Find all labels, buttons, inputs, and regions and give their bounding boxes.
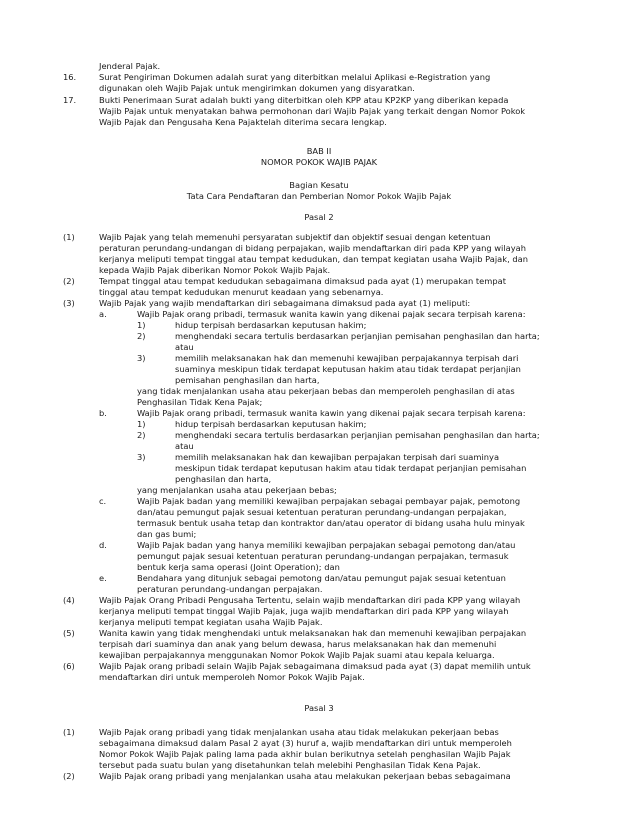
- list-item-text: Wajib Pajak orang pribadi, termasuk wanita kawin yang dikenai pajak secara terpisah karena:: [137, 408, 526, 418]
- list-item-text: yang tidak menjalankan usaha atau pekerjaan bebas dan memperoleh penghasilan di atas: [137, 386, 515, 396]
- clause-text: sebagaimana dimaksud dalam Pasal 2 ayat (3) huruf a, wajib mendaftarkan diri untuk memperoleh: [99, 738, 512, 748]
- clause-text: tinggal atau tempat kedudukan menurut keadaan yang sebenarnya.: [99, 287, 384, 297]
- clause-text: Wajib Pajak orang pribadi yang tidak menjalankan usaha atau tidak melakukan pekerjaan bebas: [99, 727, 499, 737]
- clause-text: Nomor Pokok Wajib Pajak paling lama pada akhir bulan berikutnya setelah penghasilan Wajib Pajak: [99, 749, 511, 759]
- part-title: Tata Cara Pendaftaran dan Pemberian Nomor Pokok Wajib Pajak: [186, 191, 452, 201]
- list-item-text: termasuk bentuk usaha tetap dan kontraktor dan/atau operator di bidang usaha hulu minyak: [137, 518, 525, 528]
- clause-text: tersebut pada suatu bulan yang disetahunkan telah melebihi Penghasilan Tidak Kena Pajak.: [99, 760, 481, 770]
- article-3-heading: Pasal 3: [304, 703, 334, 713]
- sub-item-text: atau: [175, 441, 194, 451]
- list-letter: c.: [99, 496, 107, 506]
- sub-item-text: menghendaki secara tertulis berdasarkan perjanjian pemisahan penghasilan dan harta;: [175, 331, 540, 341]
- definition-17-text: Wajib Pajak untuk menyatakan bahwa permohonan dari Wajib Pajak yang terkait dengan Nomor Pokok: [99, 106, 526, 116]
- clause-text: kerjanya meliputi tempat kegiatan usaha Wajib Pajak.: [99, 617, 323, 627]
- clause-number: (1): [63, 727, 75, 737]
- sub-item-number: 1): [137, 320, 146, 330]
- definition-16-text: Surat Pengiriman Dokumen adalah surat yang diterbitkan melalui Aplikasi e-Registration yang: [99, 72, 491, 82]
- sub-item-text: atau: [175, 342, 194, 352]
- definition-15-continuation: Jenderal Pajak.: [99, 61, 161, 71]
- sub-item-text: menghendaki secara tertulis berdasarkan perjanjian pemisahan penghasilan dan harta;: [175, 430, 540, 440]
- clause-number: (2): [63, 771, 75, 781]
- list-item-text: yang menjalankan usaha atau pekerjaan bebas;: [137, 485, 337, 495]
- clause-number: (5): [63, 628, 75, 638]
- clause-text: terpisah dari suaminya dan anak yang belum dewasa, harus melaksanakan hak dan memenuhi: [99, 639, 497, 649]
- definition-16-text: digunakan oleh Wajib Pajak untuk mengirimkan dokumen yang disyaratkan.: [99, 83, 415, 93]
- sub-item-number: 3): [137, 452, 146, 462]
- sub-item-text: penghasilan dan harta,: [175, 474, 272, 484]
- clause-text: Wajib Pajak orang pribadi yang menjalankan usaha atau melakukan pekerjaan bebas sebagaimana: [99, 771, 511, 781]
- part-heading: Bagian Kesatu: [289, 180, 349, 190]
- sub-item-text: memilih melaksanakan hak dan kewajiban perpajakan terpisah dari suaminya: [175, 452, 500, 462]
- clause-text: mendaftarkan diri untuk memperoleh Nomor Pokok Wajib Pajak.: [99, 672, 365, 682]
- clause-text: kepada Wajib Pajak diberikan Nomor Pokok Wajib Pajak.: [99, 265, 331, 275]
- list-item-text: peraturan perundang-undangan perpajakan.: [137, 584, 323, 594]
- list-item-text: dan/atau pemungut pajak sesuai ketentuan peraturan perundang-undangan perpajakan,: [137, 507, 507, 517]
- list-item-text: Bendahara yang ditunjuk sebagai pemotong dan/atau pemungut pajak sesuai ketentuan: [137, 573, 506, 583]
- clause-number: (1): [63, 232, 75, 242]
- sub-item-text: hidup terpisah berdasarkan keputusan hakim;: [175, 320, 367, 330]
- clause-text: peraturan perundang-undangan di bidang perpajakan, wajib mendaftarkan diri pada KPP yang wilayah: [99, 243, 526, 253]
- definition-number: 17.: [63, 95, 77, 105]
- article-2-heading: Pasal 2: [304, 212, 334, 222]
- sub-item-text: suaminya meskipun tidak terdapat keputusan hakim atau tidak terdapat perjanjian: [175, 364, 521, 374]
- list-item-text: Wajib Pajak badan yang memiliki kewajiban perpajakan sebagai pembayar pajak, pemotong: [137, 496, 521, 506]
- list-item-text: bentuk kerja sama operasi (Joint Operation); dan: [137, 562, 340, 572]
- list-item-text: dan gas bumi;: [137, 529, 197, 539]
- definition-17-text: Wajib Pajak dan Pengusaha Kena Pajaktelah diterima secara lengkap.: [99, 117, 387, 127]
- clause-text: Wajib Pajak orang pribadi selain Wajib Pajak sebagaimana dimaksud pada ayat (3) dapat memilih untuk: [99, 661, 531, 671]
- clause-text: kewajiban perpajakannya menggunakan Nomor Pokok Wajib Pajak suami atau kepala keluarga.: [99, 650, 495, 660]
- clause-number: (3): [63, 298, 75, 308]
- sub-item-number: 1): [137, 419, 146, 429]
- chapter-heading: BAB II: [306, 146, 332, 156]
- list-letter: a.: [99, 309, 107, 319]
- list-item-text: Wajib Pajak badan yang hanya memiliki kewajiban perpajakan sebagai pemotong dan/atau: [137, 540, 516, 550]
- clause-text: Wajib Pajak yang wajib mendaftarkan diri sebagaimana dimaksud pada ayat (1) meliputi:: [99, 298, 471, 308]
- clause-text: Tempat tinggal atau tempat kedudukan sebagaimana dimaksud pada ayat (1) merupakan tempat: [99, 276, 506, 286]
- clause-number: (2): [63, 276, 75, 286]
- sub-item-text: hidup terpisah berdasarkan keputusan hakim;: [175, 419, 367, 429]
- sub-item-number: 3): [137, 353, 146, 363]
- clause-number: (6): [63, 661, 75, 671]
- chapter-title: NOMOR POKOK WAJIB PAJAK: [260, 157, 378, 167]
- clause-number: (4): [63, 595, 75, 605]
- list-letter: d.: [99, 540, 107, 550]
- sub-item-text: meskipun tidak terdapat keputusan hakim atau tidak terdapat perjanjian pemisahan: [175, 463, 527, 473]
- list-item-text: pemungut pajak sesuai ketentuan peraturan perundang-undangan perpajakan, termasuk: [137, 551, 509, 561]
- list-letter: b.: [99, 408, 107, 418]
- definition-17-text: Bukti Penerimaan Surat adalah bukti yang diterbitkan oleh KPP atau KP2KP yang diberikan kepada: [99, 95, 509, 105]
- clause-text: Wajib Pajak yang telah memenuhi persyaratan subjektif dan objektif sesuai dengan ketentuan: [99, 232, 491, 242]
- clause-text: kerjanya meliputi tempat tinggal Wajib Pajak, juga wajib mendaftarkan diri pada KPP yang wilayah: [99, 606, 509, 616]
- clause-text: Wajib Pajak Orang Pribadi Pengusaha Tertentu, selain wajib mendaftarkan diri pada KPP yang wilayah: [99, 595, 521, 605]
- clause-text: Wanita kawin yang tidak menghendaki untuk melaksanakan hak dan memenuhi kewajiban perpajakan: [99, 628, 527, 638]
- sub-item-text: pemisahan penghasilan dan harta,: [175, 375, 320, 385]
- list-item-text: Penghasilan Tidak Kena Pajak;: [137, 397, 263, 407]
- list-item-text: Wajib Pajak orang pribadi, termasuk wanita kawin yang dikenai pajak secara terpisah karena:: [137, 309, 526, 319]
- sub-item-number: 2): [137, 331, 146, 341]
- sub-item-text: memilih melaksanakan hak dan memenuhi kewajiban perpajakannya terpisah dari: [175, 353, 519, 363]
- sub-item-number: 2): [137, 430, 146, 440]
- clause-text: kerjanya meliputi tempat tinggal atau tempat kedudukan, dan tempat kegiatan usaha Wajib Pajak, dan: [99, 254, 528, 264]
- definition-number: 16.: [63, 72, 77, 82]
- list-letter: e.: [99, 573, 107, 583]
